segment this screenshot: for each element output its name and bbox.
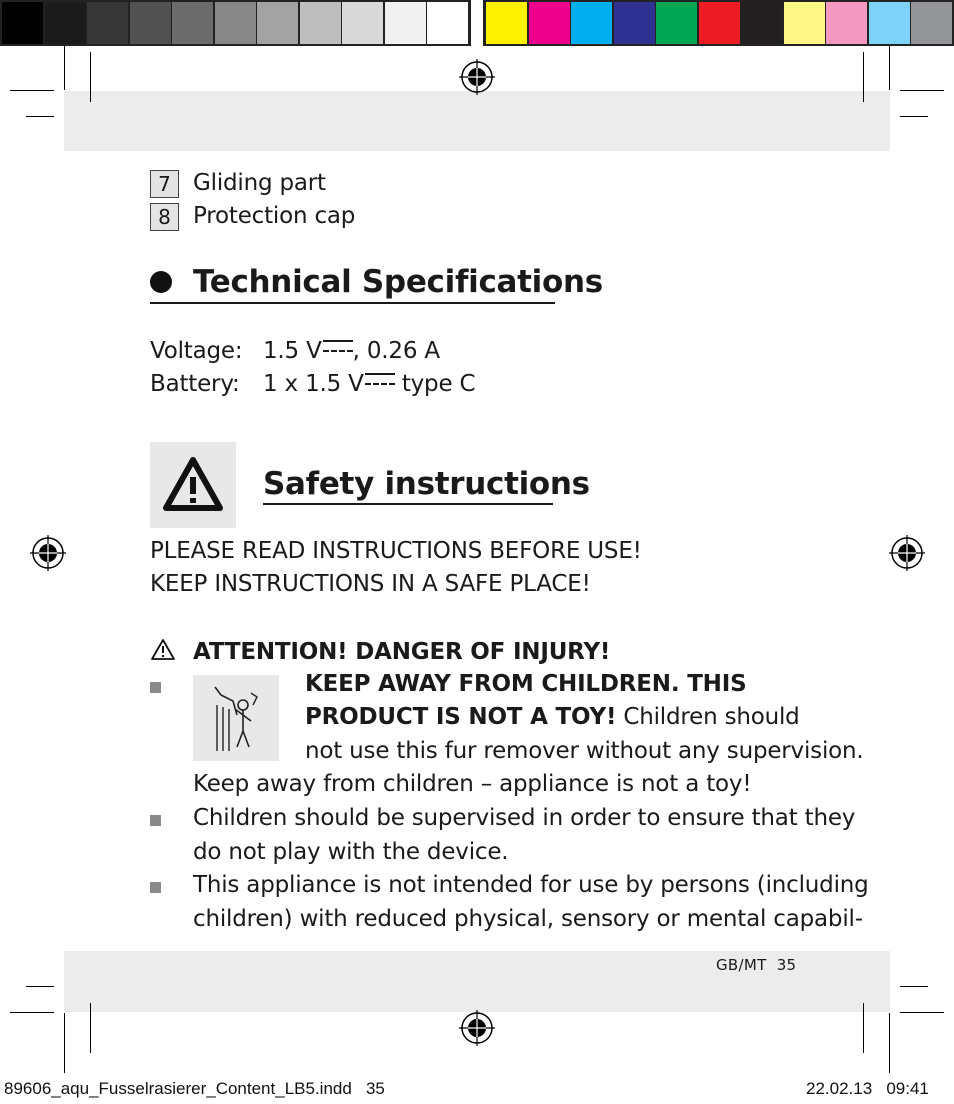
color-swatch — [826, 2, 867, 44]
tech-specs-heading: Technical Specifications — [193, 264, 603, 300]
color-swatch — [699, 2, 740, 44]
list-bullet — [150, 682, 161, 693]
crop-mark — [90, 52, 91, 102]
item2-line1: Children should be supervised in order to ensure that they — [193, 805, 856, 831]
voltage-value-b: , 0.26 A — [352, 338, 440, 364]
heading-underline — [263, 503, 553, 505]
voltage-label: Voltage: — [150, 338, 243, 364]
list-bullet — [150, 882, 161, 893]
registration-mark-icon — [30, 535, 66, 571]
color-swatch — [529, 2, 570, 44]
battery-label: Battery: — [150, 371, 240, 397]
keep-instructions-line: KEEP INSTRUCTIONS IN A SAFE PLACE! — [150, 571, 591, 597]
crop-mark — [10, 1012, 54, 1013]
item1-bold-line2: PRODUCT IS NOT A TOY! — [305, 704, 617, 730]
item1-line2 — [305, 701, 800, 734]
warning-triangle-icon — [150, 442, 236, 528]
item1-line4: Keep away from children – appliance is not a toy! — [193, 771, 752, 797]
crop-mark — [90, 1003, 91, 1053]
color-swatch — [911, 2, 952, 44]
part-label: Gliding part — [193, 170, 326, 196]
top-slug-band — [64, 91, 890, 151]
crop-mark — [889, 46, 890, 90]
item1-bold-line1: KEEP AWAY FROM CHILDREN. THIS — [305, 671, 747, 697]
part-number-badge: 8 — [150, 203, 179, 231]
date-slug: 22.02.13 09:41 — [806, 1079, 929, 1098]
registration-mark-icon — [889, 535, 925, 571]
heading-underline — [150, 302, 555, 304]
voltage-value — [263, 335, 440, 368]
crop-mark — [900, 1012, 944, 1013]
item3-line2: children) with reduced physical, sensory or mental capabil- — [193, 906, 863, 932]
file-slug: 89606_aqu_Fusselrasierer_Content_LB5.indd 35 — [4, 1079, 385, 1098]
gray-swatch — [215, 2, 256, 44]
part-number-badge: 7 — [150, 170, 179, 198]
registration-mark-icon — [459, 59, 495, 95]
crop-mark — [10, 90, 54, 91]
gray-swatch — [427, 2, 468, 44]
gray-swatch — [300, 2, 341, 44]
color-swatch — [869, 2, 910, 44]
crop-mark — [889, 1013, 890, 1073]
color-swatch — [656, 2, 697, 44]
battery-value-b: type C — [394, 371, 476, 397]
color-swatch — [571, 2, 612, 44]
crop-mark — [26, 986, 54, 987]
gray-swatch — [257, 2, 298, 44]
battery-value — [263, 368, 475, 401]
color-swatch — [486, 2, 527, 44]
crop-mark — [863, 52, 864, 102]
crop-mark — [900, 986, 928, 987]
item1-rest: Children should — [616, 704, 800, 730]
crop-mark — [64, 46, 65, 90]
item1-line3: not use this fur remover without any supervision. — [305, 738, 864, 764]
gray-swatch — [172, 2, 213, 44]
gray-swatch — [385, 2, 426, 44]
item3-line1: This appliance is not intended for use by persons (including — [193, 872, 869, 898]
attention-heading: ATTENTION! DANGER OF INJURY! — [193, 639, 611, 665]
part-label: Protection cap — [193, 203, 356, 229]
gray-swatch — [45, 2, 86, 44]
color-bar-gaps — [471, 0, 483, 46]
dc-symbol-icon — [365, 373, 395, 385]
crop-mark — [26, 116, 54, 117]
voltage-value-a: 1.5 V — [263, 338, 322, 364]
section-bullet-icon — [150, 271, 172, 293]
crop-mark — [900, 116, 928, 117]
crop-mark — [900, 90, 944, 91]
gray-swatch — [87, 2, 128, 44]
gray-swatch — [130, 2, 171, 44]
color-swatch — [614, 2, 655, 44]
safety-heading: Safety instructions — [263, 466, 590, 502]
dc-symbol-icon — [323, 340, 353, 352]
child-hand-icon — [193, 675, 279, 761]
gray-swatch — [2, 2, 43, 44]
page-number-label: GB/MT 35 — [716, 956, 797, 974]
list-bullet — [150, 815, 161, 826]
small-warning-icon — [150, 638, 176, 662]
read-instructions-line: PLEASE READ INSTRUCTIONS BEFORE USE! — [150, 538, 642, 564]
color-swatch — [784, 2, 825, 44]
color-swatch — [741, 2, 782, 44]
item2-line2: do not play with the device. — [193, 839, 509, 865]
registration-mark-icon — [459, 1010, 495, 1046]
gray-swatch — [342, 2, 383, 44]
crop-mark — [64, 1013, 65, 1073]
battery-value-a: 1 x 1.5 V — [263, 371, 364, 397]
crop-mark — [863, 1003, 864, 1053]
children-warning-pictogram — [193, 675, 279, 761]
warning-icon-box — [150, 442, 236, 528]
